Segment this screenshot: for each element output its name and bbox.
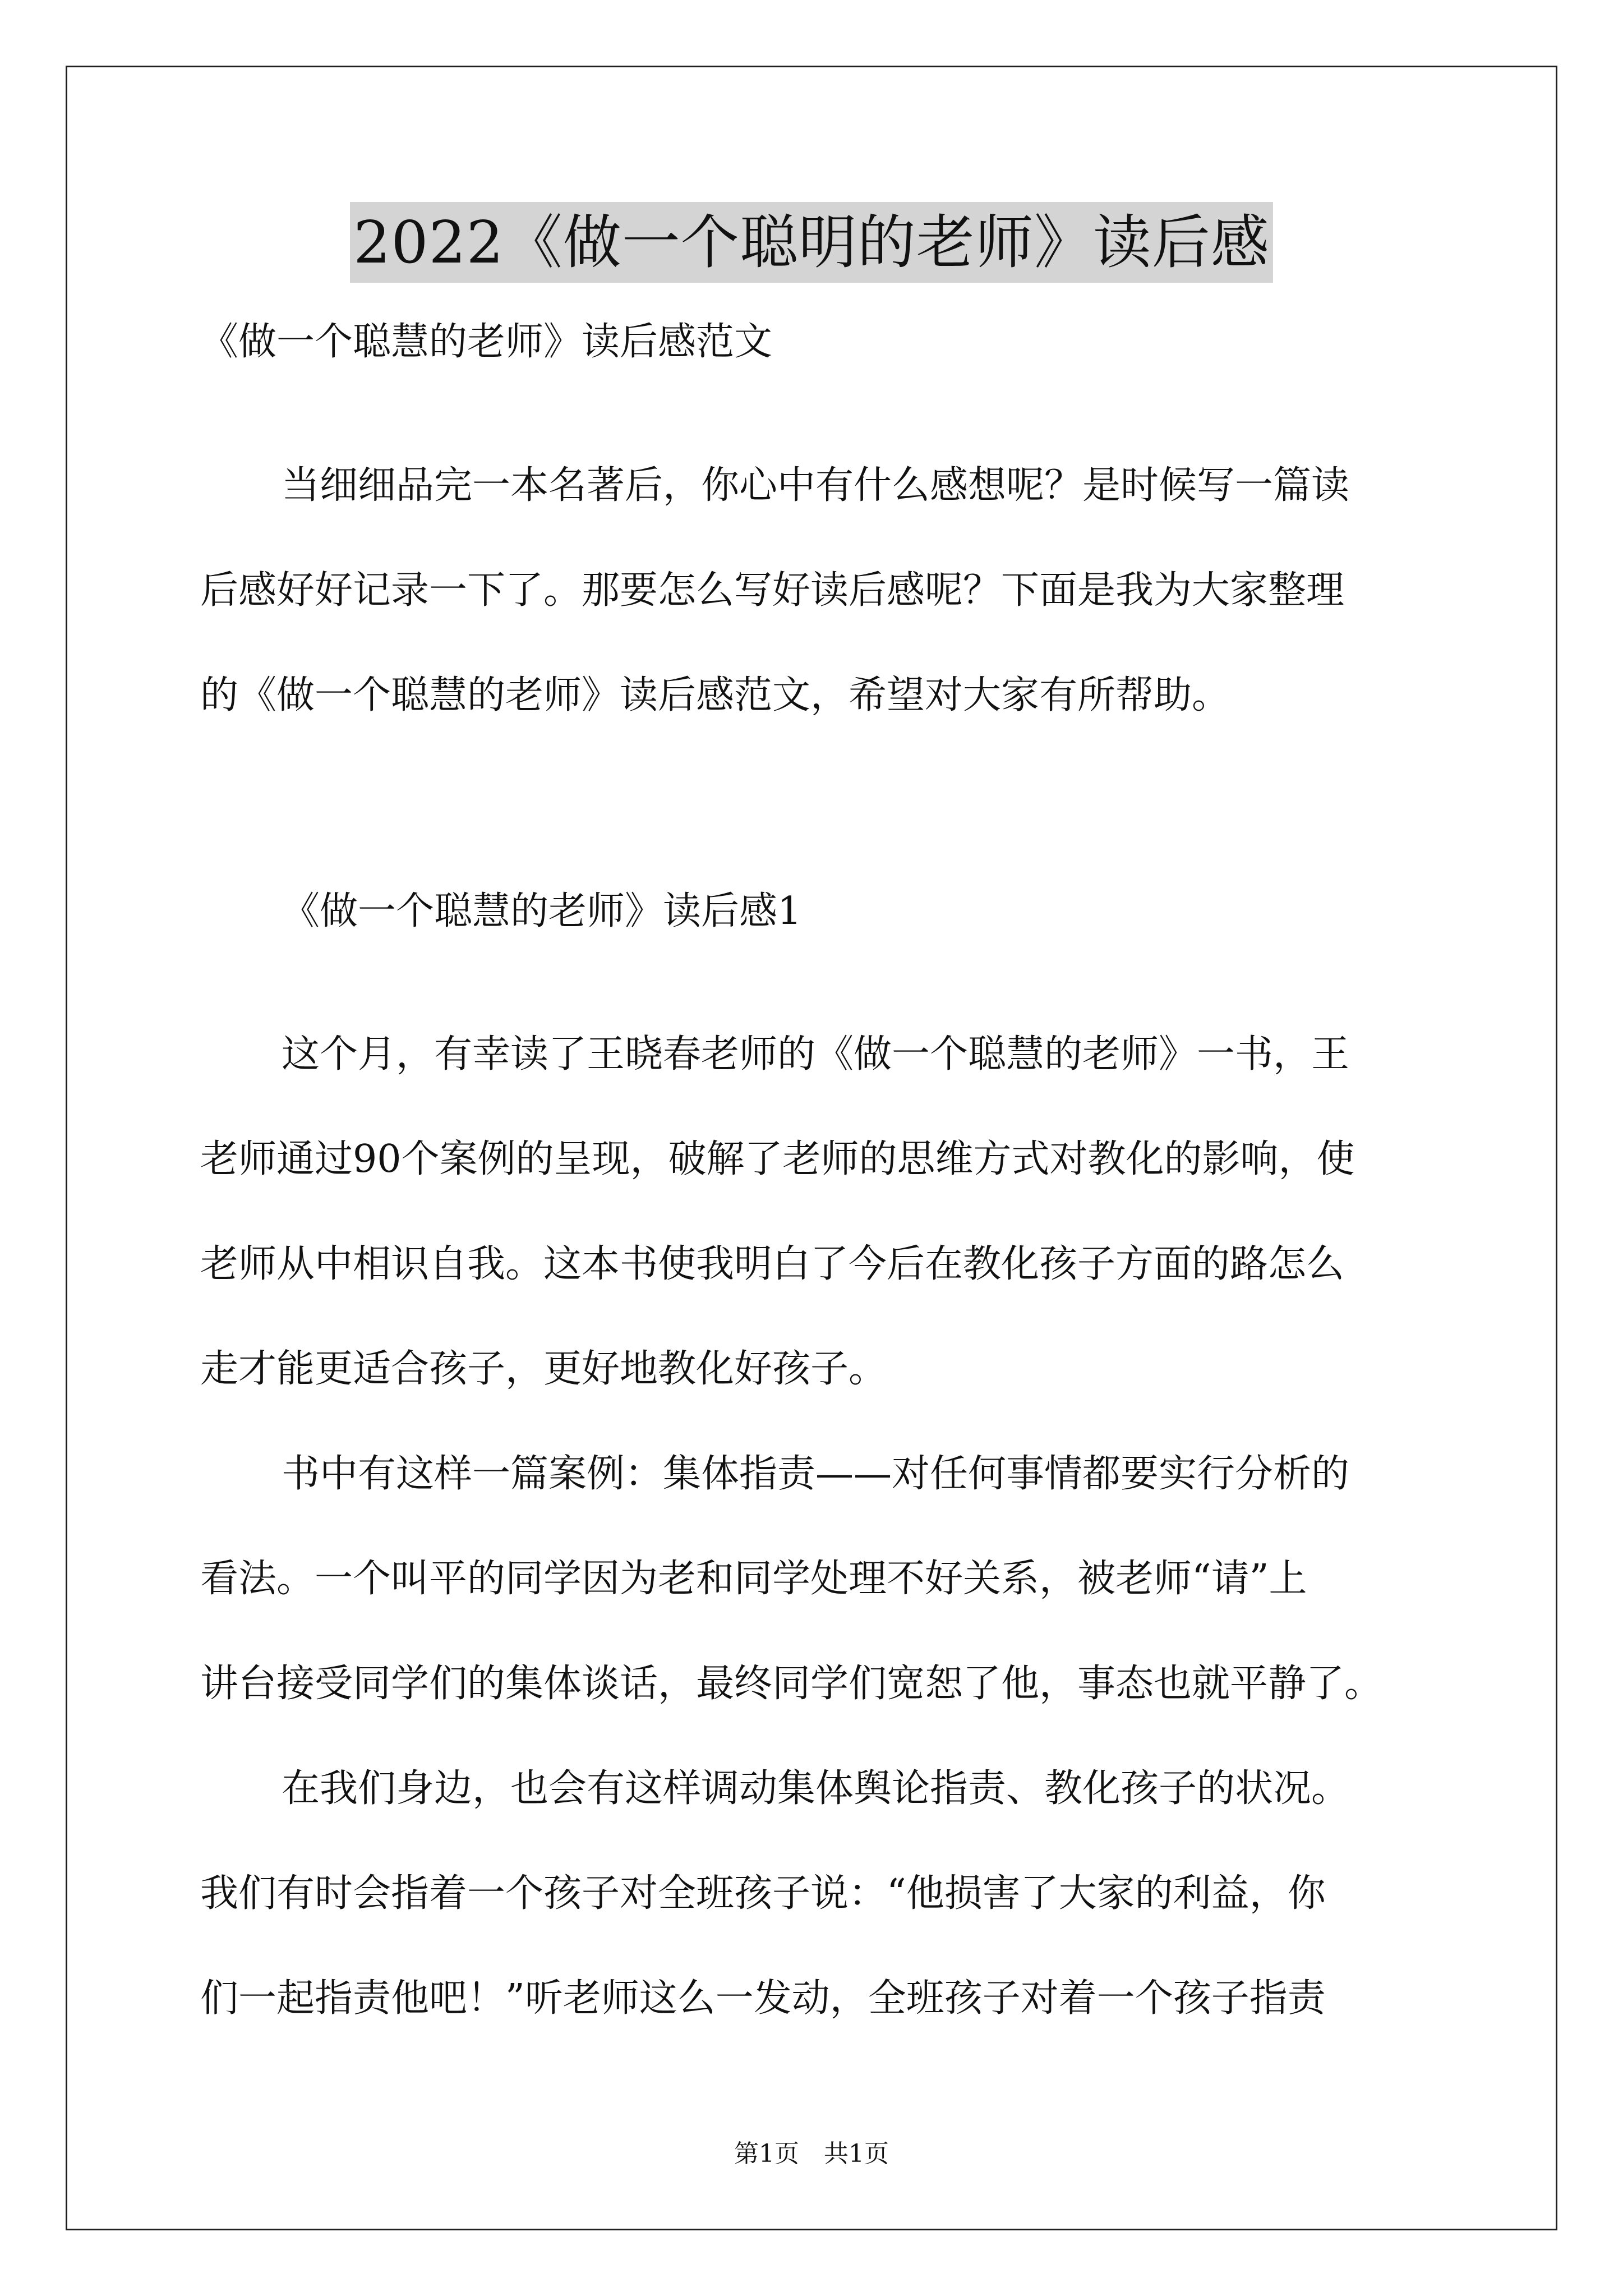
intro-line: 当细细品完一本名著后，你心中有什么感想呢？是时候写一篇读 <box>282 463 1350 508</box>
body-line: 走才能更适合孩子，更好地教化好孩子。 <box>200 1347 887 1391</box>
body-line: 讲台接受同学们的集体谈话，最终同学们宽恕了他，事态也就平静了。 <box>200 1662 1383 1706</box>
section-heading: 《做一个聪慧的老师》读后感1 <box>282 889 802 933</box>
document-subtitle: 《做一个聪慧的老师》读后感范文 <box>200 320 773 364</box>
body-line: 们一起指责他吧！”听老师这么一发动，全班孩子对着一个孩子指责 <box>200 1976 1326 2021</box>
body-line: 老师通过90个案例的呈现，破解了老师的思维方式对教化的影响，使 <box>200 1137 1355 1181</box>
body-line: 在我们身边，也会有这样调动集体舆论指责、教化孩子的状况。 <box>282 1766 1350 1811</box>
document-title-text: 2022《做一个聪明的老师》读后感 <box>350 202 1273 283</box>
body-line: 看法。一个叫平的同学因为老和同学处理不好关系，被老师“请”上 <box>200 1557 1307 1601</box>
intro-line: 后感好好记录一下了。那要怎么写好读后感呢？下面是我为大家整理 <box>200 568 1345 613</box>
body-line: 书中有这样一篇案例：集体指责——对任何事情都要实行分析的 <box>282 1452 1350 1496</box>
intro-line: 的《做一个聪慧的老师》读后感范文，希望对大家有所帮助。 <box>200 673 1230 717</box>
body-line: 这个月，有幸读了王晓春老师的《做一个聪慧的老师》一书，王 <box>282 1032 1350 1076</box>
body-line: 老师从中相识自我。这本书使我明白了今后在教化孩子方面的路怎么 <box>200 1242 1345 1286</box>
document-title <box>0 202 1623 283</box>
body-line: 我们有时会指着一个孩子对全班孩子说：“他损害了大家的利益，你 <box>200 1871 1326 1916</box>
page-footer: 第1页 共1页 <box>734 2139 889 2168</box>
